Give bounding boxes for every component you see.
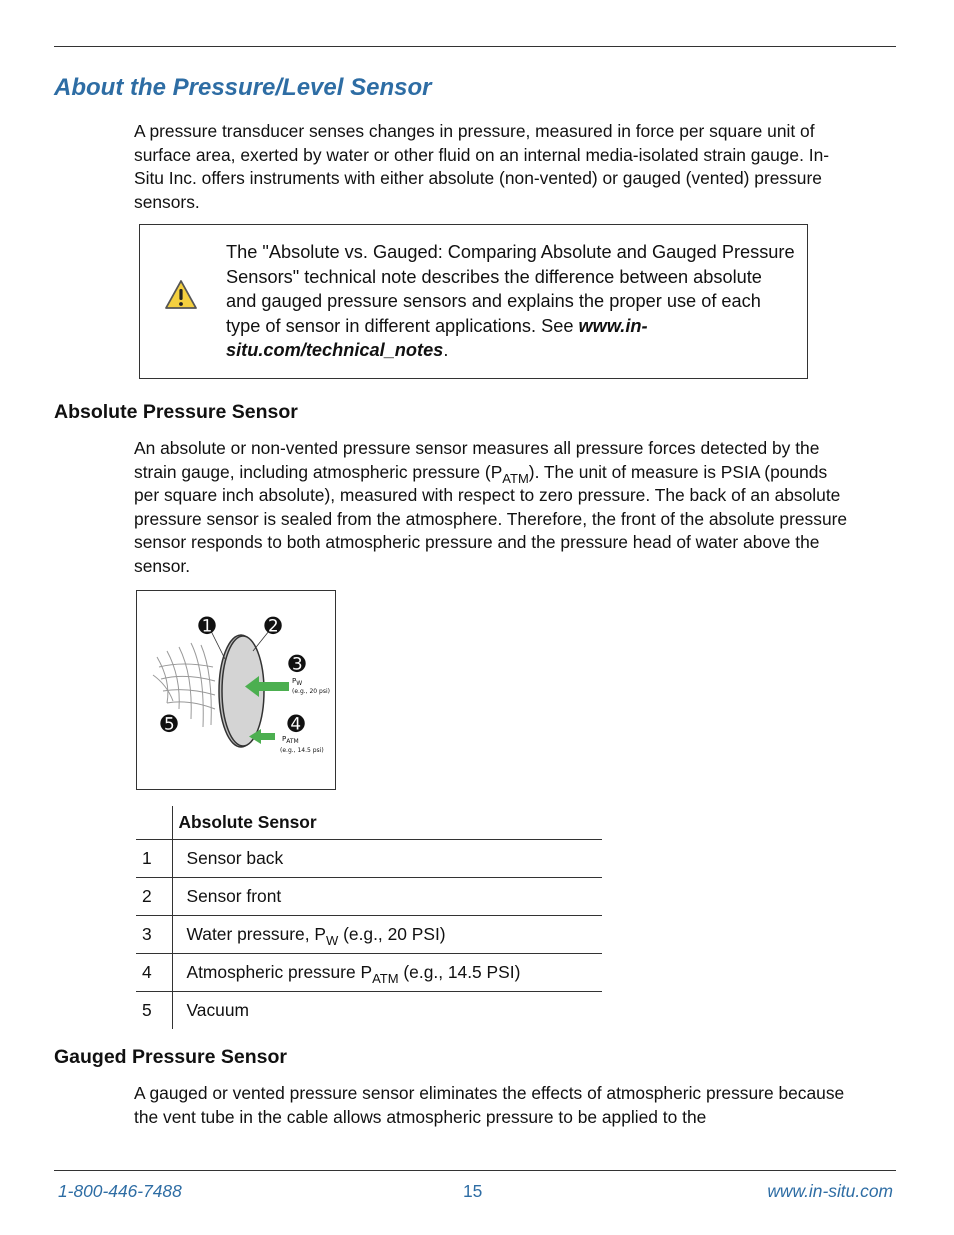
marker-4: ➍ [287, 712, 305, 736]
absolute-text-a: An absolute or non-vented pressure sensor measures all pressure forces detected by the strain gauge, including atmospheric pressure (P [134, 438, 820, 482]
legend-num: 4 [136, 954, 172, 992]
legend-desc: Sensor front [172, 878, 602, 916]
page-title: About the Pressure/Level Sensor [54, 74, 432, 101]
legend-desc: Water pressure, $P_W$ (e.g., 20 PSI) [172, 916, 602, 954]
table-row [136, 840, 602, 878]
legend-num: 3 [136, 916, 172, 954]
note-box [139, 224, 808, 379]
pw-example: (e.g., 20 psi) [292, 688, 330, 695]
legend-desc: Vacuum [186, 1000, 250, 1020]
absolute-paragraph [134, 437, 854, 578]
marker-1: ➊ [198, 614, 216, 638]
legend-desc: Atmospheric pressure $P_{ATM}$ (e.g., 14.5 PSI) [172, 954, 602, 992]
marker-3: ➌ [288, 652, 306, 676]
table-row [136, 954, 602, 992]
marker-5: ➎ [160, 712, 178, 736]
gauged-paragraph: A gauged or vented pressure sensor eliminates the effects of atmospheric pressure because the vent tube in the cable allows atmospheric pressure to be applied to the [134, 1083, 845, 1127]
patm-example: (e.g., 14.5 psi) [280, 747, 324, 754]
legend-header-blank [136, 806, 172, 840]
legend-header: Absolute Sensor [172, 806, 602, 840]
patm-label: PATM [282, 735, 299, 745]
footer-website-link[interactable]: www.in-situ.com [767, 1181, 893, 1201]
note-text [226, 240, 796, 363]
intro-paragraph: A pressure transducer senses changes in pressure, measured in force per square unit of surface area, exerted by water or other fluid on an internal media-isolated strain gauge. In-Situ Inc. offers instruments with either absolute (non-vented) or gauged (vented) pressure sensors. [134, 121, 830, 212]
footer-rule [54, 1170, 896, 1171]
absolute-sensor-heading: Absolute Pressure Sensor [54, 401, 298, 423]
legend-num: 1 [136, 840, 172, 878]
legend-header-row [136, 806, 602, 840]
legend-num: 2 [136, 878, 172, 916]
warning-icon [164, 279, 198, 311]
table-row [136, 916, 602, 954]
header-rule [54, 46, 896, 47]
footer-phone: 1-800-446-7488 [58, 1181, 182, 1201]
note-end: . [443, 340, 449, 361]
absolute-sensor-figure [136, 590, 336, 790]
legend-num: 5 [136, 992, 172, 1030]
page-number: 15 [463, 1181, 483, 1201]
legend-table [136, 806, 602, 1029]
absolute-text-b: ). The unit of measure is PSIA (pounds per square inch absolute), measured with respect to zero pressure. The back of an absolute pressure sensor is sealed from the atmosphere. Therefore, the front of the absolute pressure sensor responds to both atmospheric pressure and the pressure head of water above the sensor. [134, 461, 848, 576]
gauged-sensor-heading: Gauged Pressure Sensor [54, 1046, 288, 1068]
table-row [136, 992, 602, 1030]
pw-label: PW [292, 677, 303, 687]
table-row [136, 878, 602, 916]
note-body: The "Absolute vs. Gauged: Comparing Absolute and Gauged Pressure Sensors" technical note describes the difference between absolute and gauged pressure sensors and explains the proper use of each type of sensor in different applications. See [226, 242, 795, 336]
legend-desc: Sensor back [172, 840, 602, 878]
technical-notes-link[interactable]: www.in-situ.com/technical_notes [226, 315, 648, 361]
marker-2: ➋ [264, 614, 282, 638]
absolute-sub: ATM [502, 470, 529, 486]
sensor-diagram [137, 591, 334, 788]
